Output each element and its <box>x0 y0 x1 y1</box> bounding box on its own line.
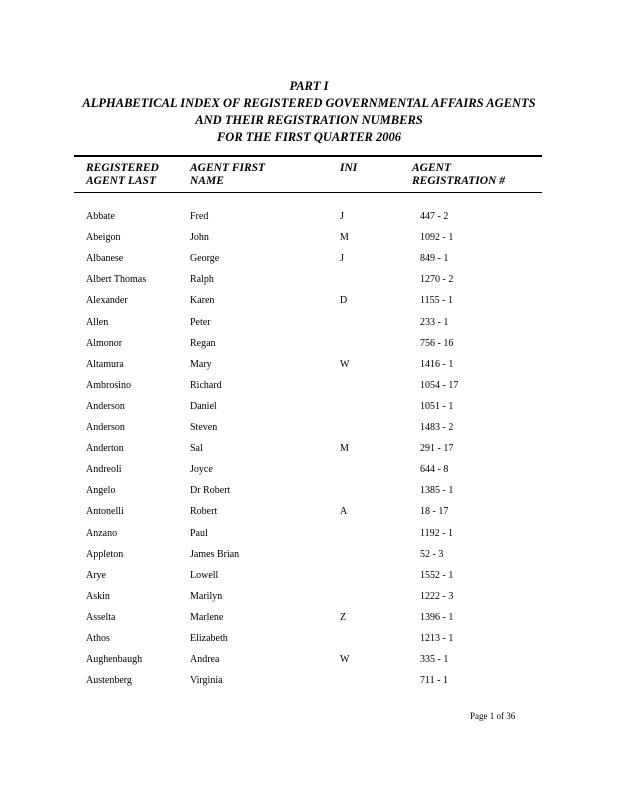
cell-reg: 1092 - 1 <box>420 232 454 244</box>
cell-last: Asselta <box>86 611 116 623</box>
cell-reg: 1192 - 1 <box>420 527 453 539</box>
table-row <box>0 463 618 477</box>
cell-reg: 1222 - 3 <box>420 590 454 602</box>
cell-first: Sal <box>190 443 203 455</box>
col-header-last-line1: REGISTERED <box>86 162 159 174</box>
table-row <box>0 674 618 688</box>
table-row <box>0 400 618 414</box>
cell-last: Abbate <box>86 211 115 222</box>
cell-first: James Brian <box>190 548 240 560</box>
cell-last: Alexander <box>86 295 128 307</box>
cell-reg: 1416 - 1 <box>420 358 454 370</box>
cell-first: Peter <box>190 316 211 328</box>
cell-first: Andrea <box>190 654 220 666</box>
cell-reg: 1213 - 1 <box>420 633 454 644</box>
col-header-ini <box>340 162 357 175</box>
cell-first: John <box>190 232 209 244</box>
cell-last: Appleton <box>86 548 124 560</box>
table-row <box>0 611 618 625</box>
cell-ini: M <box>340 443 349 455</box>
cell-first: Joyce <box>190 464 213 476</box>
cell-first: Ralph <box>190 274 214 286</box>
cell-ini: M <box>340 232 349 244</box>
cell-last: Almonor <box>86 337 123 349</box>
table-row <box>0 569 618 583</box>
cell-reg: 1396 - 1 <box>420 611 454 623</box>
cell-first: Robert <box>190 506 218 518</box>
title-sub: AND THEIR REGISTRATION NUMBERS <box>195 113 423 127</box>
table-row <box>0 273 618 287</box>
cell-last: Aughenbaugh <box>86 654 143 666</box>
cell-first: Mary <box>190 358 212 370</box>
cell-reg: 1483 - 2 <box>420 422 454 433</box>
cell-first: Paul <box>190 527 208 539</box>
cell-first: Lowell <box>190 569 219 581</box>
col-header-reg-line1: AGENT <box>412 162 451 174</box>
header-rule-top <box>74 155 542 157</box>
cell-reg: 1385 - 1 <box>420 485 454 497</box>
cell-last: Anderton <box>86 443 124 455</box>
cell-ini: W <box>340 358 350 370</box>
table-row <box>0 252 618 266</box>
header-rule-bottom <box>74 192 542 193</box>
cell-last: Abeigon <box>86 232 121 244</box>
col-header-first <box>190 162 265 188</box>
cell-last: Askin <box>86 590 110 602</box>
cell-reg: 447 - 2 <box>420 211 449 222</box>
col-header-first-line2: NAME <box>190 175 224 187</box>
cell-last: Anderson <box>86 422 125 433</box>
cell-reg: 644 - 8 <box>420 464 449 476</box>
cell-reg: 233 - 1 <box>420 316 449 328</box>
table-row <box>0 358 618 372</box>
cell-last: Anderson <box>86 400 125 412</box>
title-quarter: FOR THE FIRST QUARTER 2006 <box>216 130 402 144</box>
page-number: Page 1 of 36 <box>470 711 516 721</box>
table-row <box>0 527 618 541</box>
cell-reg: 335 - 1 <box>420 654 449 666</box>
table-row <box>0 653 618 667</box>
cell-reg: 1155 - 1 <box>420 295 453 307</box>
cell-ini: D <box>340 295 348 307</box>
col-header-reg <box>412 162 505 188</box>
table-row <box>0 548 618 562</box>
cell-last: Ambrosino <box>86 379 131 391</box>
cell-first: Virginia <box>190 675 223 687</box>
cell-reg: 291 - 17 <box>420 443 454 455</box>
cell-last: Andreoli <box>86 464 122 476</box>
cell-last: Antonelli <box>86 506 124 518</box>
table-row <box>0 210 618 224</box>
table-row <box>0 505 618 519</box>
cell-ini: A <box>340 506 348 518</box>
cell-last: Albanese <box>86 253 124 265</box>
title-main: ALPHABETICAL INDEX OF REGISTERED GOVERNMENTAL AFFAIRS AGENTS <box>82 96 536 110</box>
cell-last: Angelo <box>86 485 116 497</box>
cell-reg: 1054 - 17 <box>420 379 459 391</box>
cell-first: Regan <box>190 337 216 349</box>
col-header-first-line1: AGENT FIRST <box>190 162 266 174</box>
table-row <box>0 632 618 646</box>
cell-ini: J <box>340 211 344 222</box>
cell-reg: 1270 - 2 <box>420 274 454 286</box>
table-row <box>0 590 618 604</box>
cell-first: Elizabeth <box>190 633 228 644</box>
cell-last: Anzano <box>86 527 118 539</box>
cell-reg: 849 - 1 <box>420 253 449 265</box>
cell-first: Karen <box>190 295 215 307</box>
cell-ini: J <box>340 253 344 265</box>
cell-first: Dr Robert <box>190 485 231 497</box>
col-header-last <box>86 162 159 188</box>
cell-ini: W <box>340 654 350 666</box>
cell-reg: 52 - 3 <box>420 548 444 560</box>
cell-first: Steven <box>190 422 218 433</box>
cell-first: Richard <box>190 379 222 391</box>
cell-reg: 756 - 16 <box>420 337 454 349</box>
cell-last: Austenberg <box>86 675 132 687</box>
table-row <box>0 421 618 435</box>
table-row <box>0 337 618 351</box>
col-header-ini-line1: INI <box>340 162 358 174</box>
table-row <box>0 294 618 308</box>
cell-ini: Z <box>340 611 347 623</box>
cell-reg: 1051 - 1 <box>420 400 454 412</box>
title-part: PART I <box>289 79 329 93</box>
table-row <box>0 379 618 393</box>
cell-last: Albert Thomas <box>86 274 147 286</box>
cell-last: Allen <box>86 316 109 328</box>
col-header-last-line2: AGENT LAST <box>86 175 156 187</box>
table-row <box>0 484 618 498</box>
table-row <box>0 231 618 245</box>
cell-last: Athos <box>86 633 110 644</box>
cell-first: George <box>190 253 220 265</box>
cell-reg: 1552 - 1 <box>420 569 454 581</box>
cell-first: Fred <box>190 211 209 222</box>
cell-reg: 711 - 1 <box>420 675 448 687</box>
table-row <box>0 442 618 456</box>
col-header-reg-line2: REGISTRATION # <box>412 175 505 187</box>
cell-first: Marilyn <box>190 590 223 602</box>
cell-first: Daniel <box>190 400 217 412</box>
cell-reg: 18 - 17 <box>420 506 449 518</box>
cell-last: Arye <box>86 569 106 581</box>
table-row <box>0 316 618 330</box>
cell-last: Altamura <box>86 358 124 370</box>
cell-first: Marlene <box>190 611 224 623</box>
